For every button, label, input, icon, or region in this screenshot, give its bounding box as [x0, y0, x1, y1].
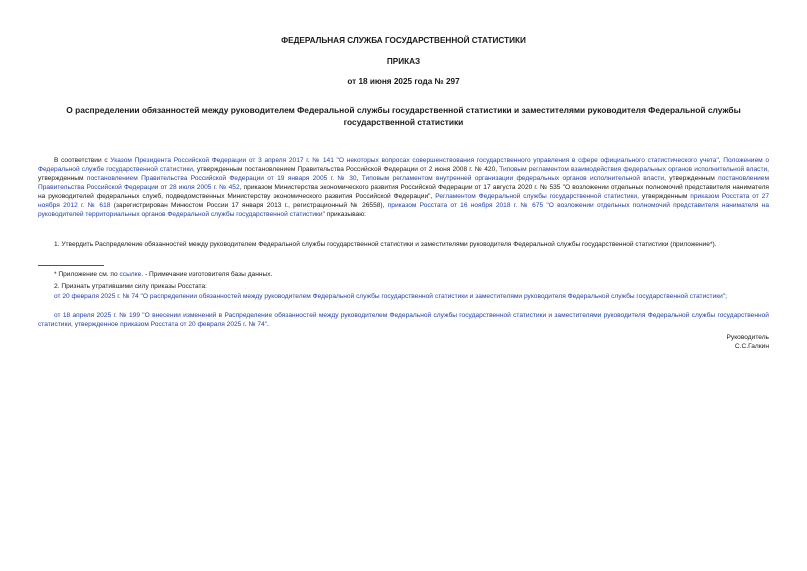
revoked-order-tail: .	[267, 321, 269, 328]
item-2-paragraph: 2. Признать утратившими силу приказы Росстата:	[54, 283, 208, 290]
footnote-text: * Приложение см. по	[54, 271, 120, 278]
revoked-order-tail: ;	[725, 293, 728, 300]
preamble-text: , приказом Министерства экономического развития Российской Федерации от 17 августа 2020 г. № 535 "О возложении отдельных полномочий представителя нанимателя на руководителей федеральных служб, подведомственных Министерству экономического развития Российской Федерации",	[38, 184, 769, 200]
link-typical-interaction-regulation[interactable]: Типовым регламентом взаимодействия федеральных органов исполнительной власти	[499, 166, 768, 173]
document-title: О распределении обязанностей между руководителем Федеральной службы государственной статистики и заместителями руководителя Федеральной службы государственной статистики	[66, 105, 741, 127]
link-rosstat-order-675[interactable]: приказом Росстата от 16 ноября 2018 г. № 675 "О возложении отдельных полномочий представителя нанимателя на руководителей территориальных органов Федеральной службы государственной статистики"	[38, 202, 769, 218]
link-revoked-order-199[interactable]: от 18 апреля 2025 г. № 199 "О внесении изменений в Распределение обязанностей между руководителем Федеральной службы государственной статистики и заместителями руководителя Федеральной службы государственной статистики, утвержденное приказом Росстата от 20 февраля 2025 г. № 74"	[38, 312, 769, 328]
footnote-text: . - Примечание изготовителя базы данных.	[141, 271, 273, 278]
preamble-text: ,	[356, 175, 362, 182]
preamble-text: (зарегистрирован Минюстом России 17 января 2013 г., регистрационный № 26558),	[110, 202, 388, 209]
link-government-resolution-30[interactable]: постановлением Правительства Российской Федерации от 19 января 2005 г. № 30	[86, 175, 357, 182]
signatory-title: Руководитель	[726, 334, 769, 341]
footnote-divider	[38, 265, 104, 266]
link-rosstat-order-618[interactable]: приказом Росстата от 27 ноября 2012 г. № 618	[38, 193, 770, 209]
link-typical-internal-organization-regulation[interactable]: Типовым регламентом внутренней организации федеральных органов исполнительной власти	[361, 175, 665, 182]
preamble-text: , утвержденным постановлением Правительства Российской Федерации от 2 июня 2008 г. № 420,	[192, 166, 500, 173]
document-date-number: от 18 июня 2025 года № 297	[347, 77, 460, 86]
preamble-text: В соответствии с	[54, 157, 111, 164]
preamble-text: , утвержденным	[664, 175, 719, 182]
issuing-organization: ФЕДЕРАЛЬНАЯ СЛУЖБА ГОСУДАРСТВЕННОЙ СТАТИСТИКИ	[281, 36, 526, 45]
footnote-link[interactable]: ссылке	[119, 271, 142, 278]
preamble-text: , утвержденным	[637, 193, 691, 200]
preamble-paragraph	[38, 156, 769, 219]
preamble-text: приказываю:	[324, 211, 366, 218]
link-government-resolution-452[interactable]: постановлением Правительства Российской Федерации от 28 июля 2005 г. № 452	[38, 175, 769, 191]
preamble-text: , утвержденным	[38, 166, 769, 182]
preamble-text: ,	[718, 157, 724, 164]
document-type: ПРИКАЗ	[386, 57, 421, 66]
link-rosstat-reglament[interactable]: Регламентом Федеральной службы государственной статистики	[435, 193, 638, 200]
signatory-name: С.С.Галкин	[734, 343, 769, 350]
revoked-order-1	[38, 292, 769, 301]
item-1-paragraph: 1. Утвердить Распределение обязанностей между руководителем Федеральной службы государственной статистики и заместителями руководителя Федеральной службы государственной статистики (приложение*).	[54, 241, 717, 248]
link-presidential-decree[interactable]: Указом Президента Российской Федерации от 3 апреля 2017 г. № 141 "О некоторых вопросах совершенствования государственного управления в сфере официального статистического учета"	[110, 157, 719, 164]
revoked-order-2	[38, 311, 769, 329]
footnote	[38, 270, 638, 279]
link-revoked-order-74[interactable]: от 20 февраля 2025 г. № 74 "О распределении обязанностей между руководителем Федеральной службы государственной статистики и заместителями руководителя Федеральной службы государственной статистики"	[54, 293, 726, 300]
link-rosstat-regulation[interactable]: Положением о Федеральной службе государственной статистики	[38, 157, 770, 173]
